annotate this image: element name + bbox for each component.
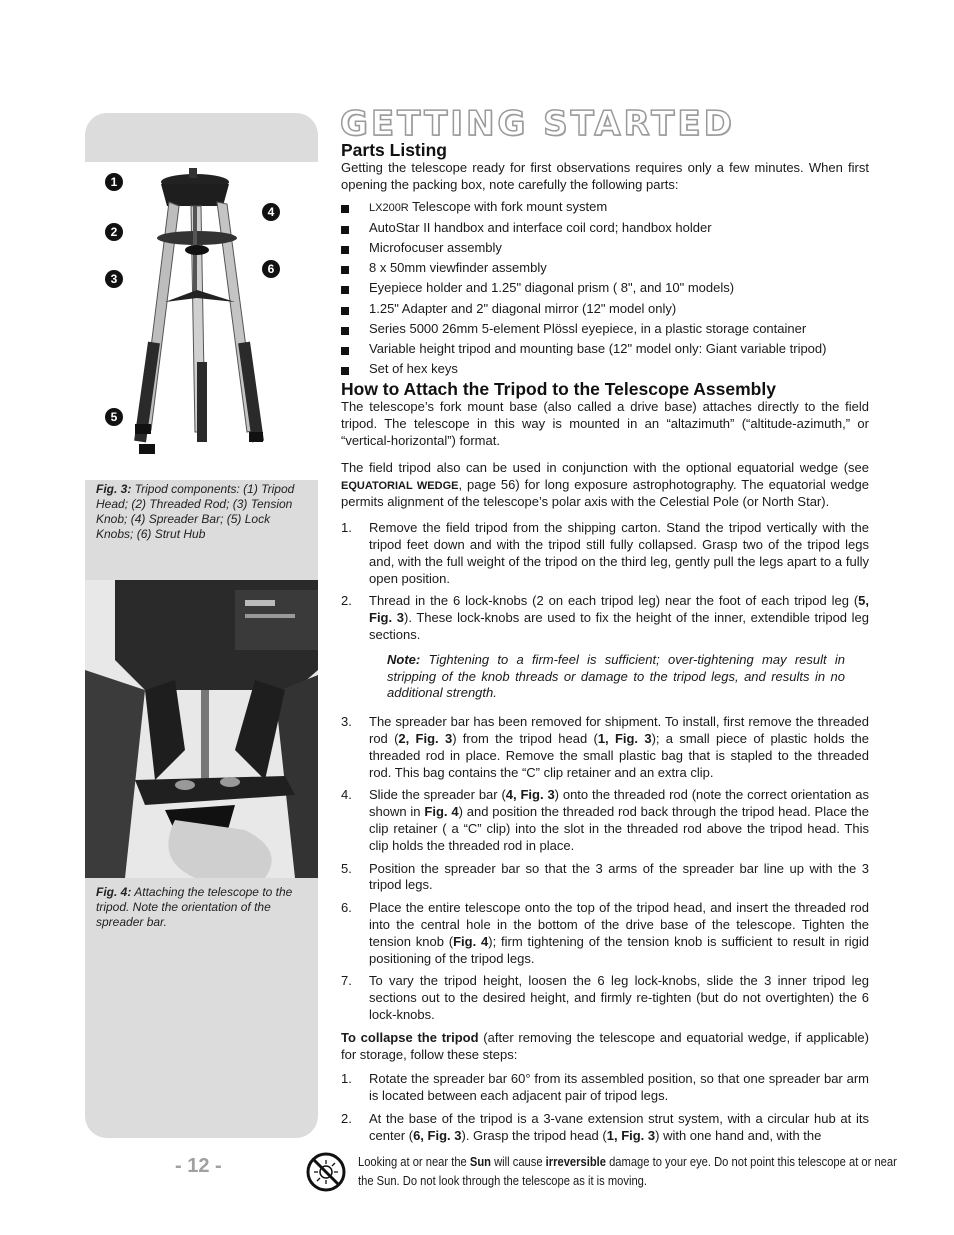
parts-intro: Getting the telescope ready for first observations requires only a few minutes. When first opening the packing box, note carefully the following parts: [341,160,869,192]
list-item: Eyepiece holder and 1.25" diagonal prism ( 8", and 10" models) [341,278,869,298]
attach-steps [341,520,869,1024]
callout-6: 6 [262,260,280,278]
list-item: 3. The spreader bar has been removed for shipment. To install, first remove the threaded rod (2, Fig. 3) from the tripod head (1, Fig. 3); a small piece of plastic holds the threaded rod in place. Remove the small plastic bag that is stapled to the threaded rod. This bag contains the “C” clip retainer and an extra clip. [341,714,870,780]
page-number: - 12 - [175,1155,222,1177]
figure-3-tripod [85,162,318,480]
callout-3: 3 [105,270,123,288]
list-item: Microfocuser assembly [341,238,869,258]
tripod-illustration [85,162,318,480]
list-item: 1. Rotate the spreader bar 60° from its assembled position, so that one spreader bar arm is located between each adjacent pair of tripod legs. [341,1071,869,1104]
callout-4: 4 [262,203,280,221]
list-item: 8 x 50mm viewfinder assembly [341,258,869,278]
note: Note: Tightening to a firm-feel is sufficient; over-tightening may result in stripping of the knob threads or damage to the tripod legs, and results in no additional strength. [387,651,845,701]
list-item: 4. Slide the spreader bar (4, Fig. 3) onto the threaded rod (note the correct orientation as shown in Fig. 4) and position the threaded rod back through the tripod head. Place the clip retainer ( a “C” clip) into the slot in the threaded rod above the tripod head. This clip holds the threaded rod in place. [341,787,869,853]
callout-5: 5 [105,408,123,426]
list-item: Series 5000 26mm 5-element Plössl eyepiece, in a plastic storage container [341,319,869,339]
list-item: 5. Position the spreader bar so that the 3 arms of the spreader bar line up with the 3 tripod legs. [341,860,869,893]
list-item: 1. Remove the field tripod from the shipping carton. Stand the tripod vertically with the tripod feet down and with the tripod still fully collapsed. Grasp two of the tripod legs and, with the full weight of the tripod on the third leg, gently pull the legs apart to a fully open position. [341,520,869,586]
parts-listing-heading: Parts Listing [341,140,447,160]
sun-warning [306,1150,896,1196]
list-item: 2. At the base of the tripod is a 3-vane extension strut system, with a circular hub at its center (6, Fig. 3). Grasp the tripod head (1, Fig. 3) with one hand and, with the [341,1110,869,1143]
collapse-steps [341,1071,869,1144]
figure-4-attaching-telescope [85,580,318,878]
figure-4-caption: Fig. 4: Attaching the telescope to the tripod. Note the orientation of the spreader bar. [96,885,293,929]
collapse-intro: To collapse the tripod (after removing the telescope and equatorial wedge, if applicable) for storage, follow these steps: [341,1029,869,1062]
callout-1: 1 [105,173,123,191]
parts-list [341,197,869,380]
main-content [341,140,869,1151]
warning-text: Looking at or near the Sun will cause irreversible damage to your eye. Do not point this telescope at or near the Sun. Do not look through the telescope as it is moving. [358,1154,897,1188]
list-item: 1.25" Adapter and 2" diagonal mirror (12" model only) [341,299,869,319]
list-item: 6. Place the entire telescope onto the top of the tripod head, and insert the threaded rod into the central hole in the bottom of the drive base of the telescope. Tighten the tension knob (Fig. 4); firm tightening of the tension knob is sufficient to result in rigid positioning of the tripod legs. [341,900,869,966]
list-item: Set of hex keys [341,359,869,379]
attach-tripod-heading: How to Attach the Tripod to the Telescope Assembly [341,379,776,400]
list-item: LX200R Telescope with fork mount system [341,197,869,218]
list-item: Variable height tripod and mounting base (12" model only: Giant variable tripod) [341,339,869,359]
list-item: 2. Thread in the 6 lock-knobs (2 on each tripod leg) near the foot of each tripod leg (5, Fig. 3). These lock-knobs are used to fix the height of the inner, extendible tripod leg sections. Note: Tightening to a firm-feel is sufficient; over-tightening may result in stripping of the knob threads or damage to the tripod legs, and results in no additional strength. [341,593,870,701]
list-item: AutoStar II handbox and interface coil cord; handbox holder [341,218,869,238]
telescope-base-illustration [85,580,318,878]
no-sun-icon [306,1152,346,1192]
attach-paragraph-2: The field tripod also can be used in conjunction with the optional equatorial wedge (see EQUATORIAL WEDGE, page 56) for long exposure astrophotography. The equatorial wedge permits alignment of the telescope’s polar axis with the Celestial Pole (or North Star). [341,459,869,510]
figure-3-caption: Fig. 3: Tripod components: (1) Tripod Head; (2) Threaded Rod; (3) Tension Knob; (4) Spreader Bar; (5) Lock Knobs; (6) Strut Hub [96,482,295,541]
section-title: GETTING STARTED [340,104,735,144]
list-item: 7. To vary the tripod height, loosen the 6 leg lock-knobs, slide the 3 inner tripod leg sections out to the desired height, and firmly re-tighten (but do not overtighten) the 6 lock-knobs. [341,973,869,1022]
callout-2: 2 [105,223,123,241]
attach-paragraph-1: The telescope’s fork mount base (also called a drive base) attaches directly to the field tripod. The telescope in this way is mounted in an “altazimuth” (“altitude-azimuth,” or “vertical-horizontal”) format. [341,399,869,449]
